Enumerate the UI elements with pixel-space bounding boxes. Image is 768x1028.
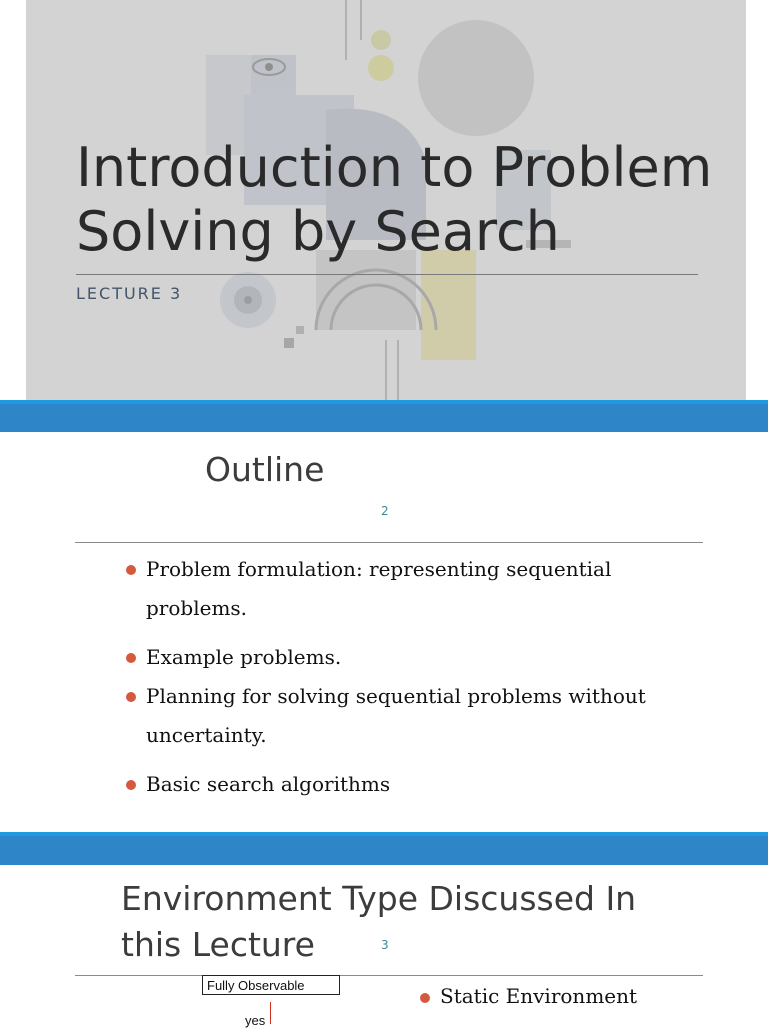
static-environment-bullet: Static Environment	[420, 984, 637, 1008]
list-item: Basic search algorithms	[124, 765, 724, 804]
outline-bullet-list	[124, 550, 724, 804]
title-divider	[76, 274, 698, 275]
environment-slide-title: Environment Type Discussed In this Lecture	[121, 879, 637, 964]
list-item: Planning for solving sequential problems without uncertainty.	[124, 677, 724, 755]
title-line-1: Introduction to Problem	[76, 136, 713, 199]
title-line-2: Solving by Search	[76, 200, 560, 263]
page-number: 3	[381, 938, 389, 952]
slide-separator-band	[0, 400, 768, 432]
list-item: Problem formulation: representing sequential problems.	[124, 550, 724, 628]
diagram-connector	[270, 1002, 271, 1024]
presentation-title	[76, 136, 736, 264]
environment-divider	[75, 975, 703, 976]
slide-separator-band	[0, 832, 768, 865]
bullet-dot-icon	[420, 993, 430, 1003]
outline-divider	[75, 542, 703, 543]
bullet-dot-icon	[126, 780, 136, 790]
fully-observable-box: Fully Observable	[202, 975, 340, 995]
page-number: 2	[381, 504, 389, 518]
bullet-dot-icon	[126, 565, 136, 575]
band-highlight	[0, 832, 768, 836]
list-item: Example problems.	[124, 638, 724, 677]
bullet-dot-icon	[126, 653, 136, 663]
bullet-dot-icon	[126, 692, 136, 702]
yes-label: yes	[245, 1013, 266, 1028]
title-slide	[26, 0, 746, 402]
lecture-subtitle: LECTURE 3	[76, 284, 183, 303]
band-highlight	[0, 400, 768, 404]
outline-title: Outline	[205, 450, 325, 489]
